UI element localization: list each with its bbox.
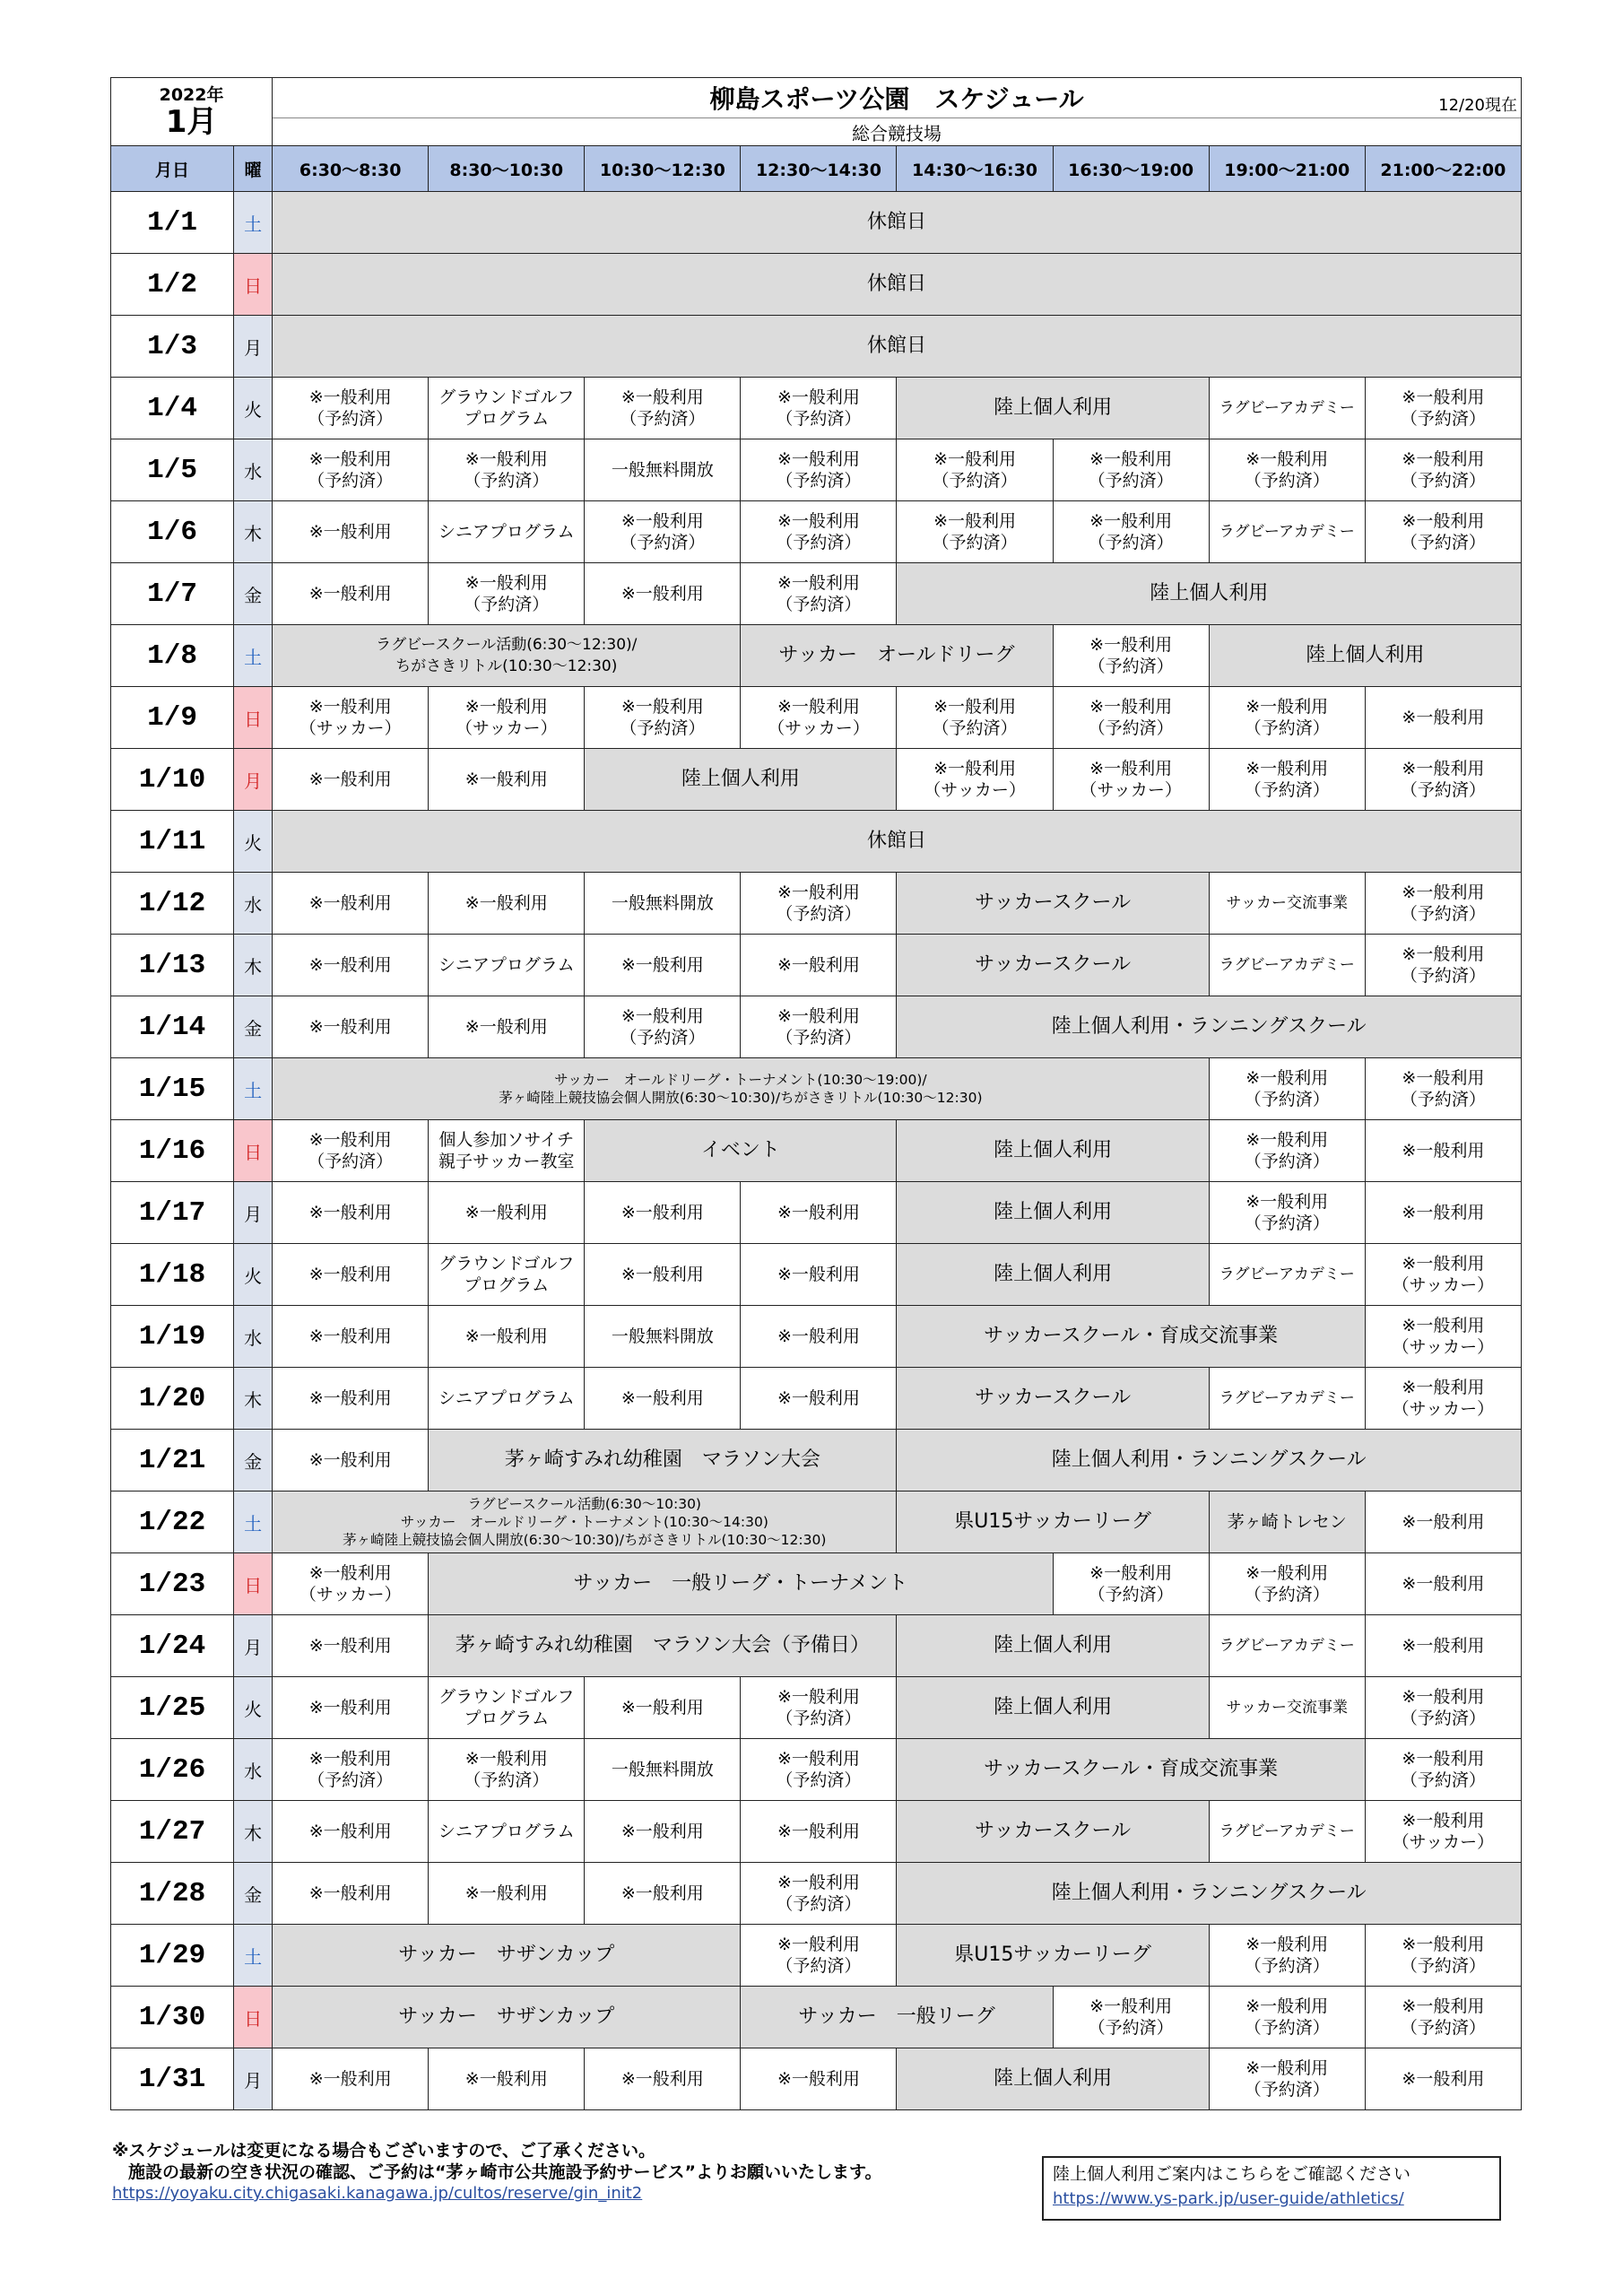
schedule-cell: サッカースクール [897, 1368, 1209, 1430]
schedule-cell: ラグビースクール活動(6:30～10:30) サッカー オールドリーグ・トーナメント(10:30～14:30) 茅ヶ崎陸上競技協会個人開放(6:30～10:30)/ちがさきリトル(10:30～12:30) [273, 1492, 897, 1553]
footer-note-1: ※スケジュールは変更になる場合もございますので、ご了承ください。 [112, 2141, 655, 2161]
schedule-cell: サッカー交流事業 [1209, 873, 1365, 935]
date-cell: 1/30 [111, 1987, 234, 2048]
day-of-week-cell: 木 [234, 935, 273, 996]
day-of-week-cell: 火 [234, 811, 273, 873]
schedule-cell: ※一般利用 （サッカー） [1365, 1244, 1521, 1306]
schedule-cell: ※一般利用 （予約済） [1209, 439, 1365, 501]
athletics-info-link[interactable]: https://www.ys-park.jp/user-guide/athletics/ [1053, 2189, 1404, 2208]
date-cell: 1/11 [111, 811, 234, 873]
schedule-cell: グラウンドゴルフ プログラム [429, 378, 585, 439]
date-cell: 1/2 [111, 254, 234, 316]
schedule-cell: 休館日 [273, 254, 1522, 316]
schedule-cell: ※一般利用 （予約済） [897, 687, 1053, 749]
day-of-week-cell: 月 [234, 749, 273, 811]
schedule-cell: サッカー 一般リーグ・トーナメント [429, 1553, 1053, 1615]
schedule-cell: ラグビーアカデミー [1209, 1801, 1365, 1863]
schedule-cell: ※一般利用 （予約済） [741, 1925, 897, 1987]
column-header-row [111, 146, 1522, 192]
date-cell: 1/9 [111, 687, 234, 749]
day-of-week-cell: 火 [234, 378, 273, 439]
schedule-cell: ※一般利用 （予約済） [741, 439, 897, 501]
schedule-cell: ※一般利用 [429, 996, 585, 1058]
schedule-cell: ラグビーアカデミー [1209, 1368, 1365, 1430]
schedule-cell: サッカー交流事業 [1209, 1677, 1365, 1739]
page-title-cell [273, 78, 1522, 118]
schedule-cell: ※一般利用 （予約済） [1053, 501, 1209, 563]
schedule-cell: ※一般利用 [585, 1244, 741, 1306]
schedule-cell: ※一般利用 （サッカー） [741, 687, 897, 749]
schedule-cell: 茅ヶ崎すみれ幼稚園 マラソン大会 [429, 1430, 897, 1492]
schedule-cell: サッカースクール [897, 1801, 1209, 1863]
schedule-cell: ※一般利用 （予約済） [741, 1863, 897, 1925]
schedule-cell: ※一般利用 （予約済） [1209, 749, 1365, 811]
schedule-cell: ※一般利用 （予約済） [741, 1739, 897, 1801]
date-cell: 1/28 [111, 1863, 234, 1925]
date-cell: 1/12 [111, 873, 234, 935]
schedule-cell: サッカー サザンカップ [273, 1987, 741, 2048]
time-slot-header: 6:30～8:30 [273, 146, 429, 192]
schedule-cell: ※一般利用 （予約済） [741, 996, 897, 1058]
schedule-cell: ※一般利用 [273, 1863, 429, 1925]
day-of-week-cell: 水 [234, 1739, 273, 1801]
schedule-cell: ※一般利用 [273, 996, 429, 1058]
schedule-row [111, 1306, 1522, 1368]
schedule-cell: ※一般利用 [273, 1677, 429, 1739]
schedule-cell: ※一般利用 （サッカー） [273, 687, 429, 749]
date-cell: 1/15 [111, 1058, 234, 1120]
day-of-week-cell: 水 [234, 873, 273, 935]
date-cell: 1/6 [111, 501, 234, 563]
schedule-cell: 陸上個人利用 [897, 1244, 1209, 1306]
schedule-cell: ※一般利用 （予約済） [1365, 439, 1521, 501]
schedule-cell: 一般無料開放 [585, 439, 741, 501]
schedule-cell: グラウンドゴルフ プログラム [429, 1244, 585, 1306]
time-slot-header: 12:30～14:30 [741, 146, 897, 192]
schedule-row [111, 501, 1522, 563]
schedule-cell: ※一般利用 （サッカー） [1365, 1801, 1521, 1863]
title-row [111, 78, 1522, 118]
as-of-date: 12/20現在 [1438, 96, 1517, 115]
date-cell: 1/29 [111, 1925, 234, 1987]
schedule-row [111, 439, 1522, 501]
schedule-cell: サッカースクール [897, 873, 1209, 935]
dow-column-header: 曜 [234, 146, 273, 192]
schedule-cell: ※一般利用 [741, 1306, 897, 1368]
schedule-cell: シニアプログラム [429, 935, 585, 996]
schedule-cell: ※一般利用 [273, 1368, 429, 1430]
schedule-cell: ※一般利用 （予約済） [1365, 1677, 1521, 1739]
schedule-cell: ※一般利用 [429, 1306, 585, 1368]
schedule-cell: ※一般利用 [585, 1182, 741, 1244]
schedule-cell: ※一般利用 [585, 1863, 741, 1925]
schedule-cell: ※一般利用 （予約済） [1209, 1553, 1365, 1615]
schedule-cell: ※一般利用 [741, 1368, 897, 1430]
schedule-cell: 陸上個人利用 [897, 378, 1209, 439]
schedule-cell: 陸上個人利用 [897, 1615, 1209, 1677]
schedule-cell: ※一般利用 （予約済） [741, 873, 897, 935]
schedule-row [111, 1925, 1522, 1987]
date-cell: 1/23 [111, 1553, 234, 1615]
schedule-cell: ※一般利用 [741, 1244, 897, 1306]
schedule-cell: ※一般利用 （予約済） [1053, 625, 1209, 687]
day-of-week-cell: 木 [234, 1801, 273, 1863]
schedule-cell: ※一般利用 [273, 2048, 429, 2110]
facility-name: 総合競技場 [273, 118, 1522, 146]
day-of-week-cell: 金 [234, 996, 273, 1058]
schedule-cell: ※一般利用 （予約済） [1053, 687, 1209, 749]
schedule-row [111, 1244, 1522, 1306]
schedule-cell: サッカー オールドリーグ・トーナメント(10:30～19:00)/ 茅ヶ崎陸上競技協会個人開放(6:30～10:30)/ちがさきリトル(10:30～12:30) [273, 1058, 1210, 1120]
day-of-week-cell: 土 [234, 1925, 273, 1987]
schedule-row [111, 1058, 1522, 1120]
athletics-info-text: 陸上個人利用ご案内はこちらをご確認ください [1053, 2164, 1411, 2184]
schedule-row [111, 1430, 1522, 1492]
schedule-cell: ※一般利用 （予約済） [741, 378, 897, 439]
schedule-cell: 陸上個人利用・ランニングスクール [897, 1863, 1522, 1925]
schedule-cell: ※一般利用 [273, 501, 429, 563]
schedule-cell: ※一般利用 （予約済） [585, 687, 741, 749]
schedule-row [111, 1801, 1522, 1863]
schedule-cell: ※一般利用 [273, 873, 429, 935]
schedule-row [111, 625, 1522, 687]
schedule-cell: ※一般利用 [273, 1182, 429, 1244]
schedule-cell: ※一般利用 [273, 1430, 429, 1492]
date-cell: 1/16 [111, 1120, 234, 1182]
day-of-week-cell: 木 [234, 1368, 273, 1430]
schedule-cell: ラグビーアカデミー [1209, 935, 1365, 996]
schedule-cell: ※一般利用 （予約済） [1209, 687, 1365, 749]
schedule-cell: ※一般利用 [741, 935, 897, 996]
schedule-cell: ※一般利用 （予約済） [1053, 1987, 1209, 2048]
schedule-cell: ※一般利用 [585, 1368, 741, 1430]
schedule-cell: 陸上個人利用 [1209, 625, 1521, 687]
time-slot-header: 19:00～21:00 [1209, 146, 1365, 192]
schedule-cell: ※一般利用 （予約済） [585, 501, 741, 563]
schedule-row [111, 563, 1522, 625]
schedule-cell: ※一般利用 （サッカー） [1365, 1368, 1521, 1430]
schedule-cell: グラウンドゴルフ プログラム [429, 1677, 585, 1739]
schedule-cell: ラグビーアカデミー [1209, 501, 1365, 563]
date-cell: 1/25 [111, 1677, 234, 1739]
schedule-row [111, 316, 1522, 378]
schedule-cell: ラグビーアカデミー [1209, 1244, 1365, 1306]
schedule-cell: 休館日 [273, 316, 1522, 378]
schedule-cell: 県U15サッカーリーグ [897, 1492, 1209, 1553]
schedule-table [110, 77, 1522, 2110]
day-of-week-cell: 日 [234, 1553, 273, 1615]
schedule-row [111, 192, 1522, 254]
day-of-week-cell: 月 [234, 316, 273, 378]
date-cell: 1/7 [111, 563, 234, 625]
schedule-cell: ※一般利用 （予約済） [585, 378, 741, 439]
schedule-cell: ※一般利用 [429, 749, 585, 811]
date-cell: 1/26 [111, 1739, 234, 1801]
schedule-row [111, 254, 1522, 316]
schedule-cell: シニアプログラム [429, 501, 585, 563]
schedule-cell: ※一般利用 [1365, 1615, 1521, 1677]
schedule-cell: 陸上個人利用・ランニングスクール [897, 996, 1522, 1058]
schedule-cell: 陸上個人利用 [897, 1677, 1209, 1739]
schedule-cell: ※一般利用 [429, 873, 585, 935]
schedule-cell: 個人参加ソサイチ 親子サッカー教室 [429, 1120, 585, 1182]
schedule-cell: ラグビーアカデミー [1209, 378, 1365, 439]
schedule-cell: ※一般利用 （サッカー） [1365, 1306, 1521, 1368]
schedule-cell: ※一般利用 （予約済） [897, 501, 1053, 563]
schedule-cell: ※一般利用 [585, 2048, 741, 2110]
schedule-cell: ※一般利用 （予約済） [585, 996, 741, 1058]
time-slot-header: 14:30～16:30 [897, 146, 1053, 192]
date-cell: 1/4 [111, 378, 234, 439]
schedule-cell: ※一般利用 （予約済） [1209, 1987, 1365, 2048]
schedule-row [111, 1615, 1522, 1677]
page-title: 柳島スポーツ公園 スケジュール [709, 84, 1084, 114]
schedule-cell: ※一般利用 （予約済） [1209, 2048, 1365, 2110]
schedule-cell: ラグビーアカデミー [1209, 1615, 1365, 1677]
schedule-cell: ※一般利用 [741, 1801, 897, 1863]
time-slot-header: 21:00～22:00 [1365, 146, 1521, 192]
schedule-row [111, 687, 1522, 749]
schedule-cell: ※一般利用 [585, 935, 741, 996]
schedule-cell: ※一般利用 （予約済） [1365, 935, 1521, 996]
schedule-cell: 休館日 [273, 192, 1522, 254]
schedule-cell: ※一般利用 [273, 1615, 429, 1677]
schedule-cell: ※一般利用 （予約済） [429, 1739, 585, 1801]
schedule-cell: ※一般利用 [741, 1182, 897, 1244]
schedule-cell: サッカー オールドリーグ [741, 625, 1053, 687]
schedule-cell: 陸上個人利用 [897, 1182, 1209, 1244]
schedule-cell: ※一般利用 [273, 1306, 429, 1368]
date-cell: 1/31 [111, 2048, 234, 2110]
schedule-cell: 一般無料開放 [585, 1306, 741, 1368]
schedule-cell: 陸上個人利用 [585, 749, 897, 811]
day-of-week-cell: 金 [234, 1430, 273, 1492]
schedule-cell: ※一般利用 （予約済） [1365, 1925, 1521, 1987]
schedule-row [111, 811, 1522, 873]
month-cell [111, 78, 273, 146]
day-of-week-cell: 土 [234, 192, 273, 254]
date-cell: 1/8 [111, 625, 234, 687]
schedule-cell: 一般無料開放 [585, 873, 741, 935]
schedule-cell: ※一般利用 [273, 935, 429, 996]
schedule-cell: ※一般利用 [1365, 1120, 1521, 1182]
day-of-week-cell: 金 [234, 1863, 273, 1925]
schedule-row [111, 1987, 1522, 2048]
schedule-row [111, 935, 1522, 996]
schedule-cell: シニアプログラム [429, 1368, 585, 1430]
date-column-header: 月日 [111, 146, 234, 192]
schedule-cell: ※一般利用 （予約済） [1209, 1925, 1365, 1987]
schedule-cell: イベント [585, 1120, 897, 1182]
reservation-link[interactable]: https://yoyaku.city.chigasaki.kanagawa.jp/cultos/reserve/gin_init2 [112, 2184, 643, 2203]
schedule-cell: ※一般利用 （サッカー） [897, 749, 1053, 811]
schedule-cell: ※一般利用 [429, 1182, 585, 1244]
day-of-week-cell: 日 [234, 687, 273, 749]
schedule-cell: 陸上個人利用 [897, 1120, 1209, 1182]
schedule-cell: ※一般利用 [429, 1863, 585, 1925]
day-of-week-cell: 火 [234, 1677, 273, 1739]
schedule-cell: ※一般利用 （予約済） [1365, 749, 1521, 811]
schedule-cell: ※一般利用 [429, 2048, 585, 2110]
date-cell: 1/13 [111, 935, 234, 996]
date-cell: 1/18 [111, 1244, 234, 1306]
schedule-row [111, 1553, 1522, 1615]
schedule-cell: サッカースクール・育成交流事業 [897, 1739, 1365, 1801]
athletics-info-box [1042, 2156, 1501, 2221]
schedule-cell: ※一般利用 [273, 1244, 429, 1306]
schedule-cell: ※一般利用 （予約済） [1209, 1058, 1365, 1120]
day-of-week-cell: 金 [234, 563, 273, 625]
schedule-cell: ※一般利用 [1365, 1553, 1521, 1615]
schedule-row [111, 1739, 1522, 1801]
day-of-week-cell: 土 [234, 1058, 273, 1120]
date-cell: 1/19 [111, 1306, 234, 1368]
schedule-cell: ※一般利用 （予約済） [1365, 1987, 1521, 2048]
date-cell: 1/5 [111, 439, 234, 501]
schedule-cell: ※一般利用 （予約済） [429, 439, 585, 501]
day-of-week-cell: 火 [234, 1244, 273, 1306]
day-of-week-cell: 土 [234, 1492, 273, 1553]
schedule-row [111, 749, 1522, 811]
day-of-week-cell: 土 [234, 625, 273, 687]
schedule-cell: 県U15サッカーリーグ [897, 1925, 1209, 1987]
schedule-cell: ※一般利用 （予約済） [273, 378, 429, 439]
date-cell: 1/27 [111, 1801, 234, 1863]
schedule-cell: 茅ヶ崎すみれ幼稚園 マラソン大会（予備日） [429, 1615, 897, 1677]
schedule-cell: ※一般利用 [273, 749, 429, 811]
date-cell: 1/22 [111, 1492, 234, 1553]
day-of-week-cell: 日 [234, 254, 273, 316]
date-cell: 1/24 [111, 1615, 234, 1677]
schedule-cell: ※一般利用 [273, 563, 429, 625]
schedule-cell: サッカー サザンカップ [273, 1925, 741, 1987]
schedule-cell: ※一般利用 [273, 1801, 429, 1863]
date-cell: 1/20 [111, 1368, 234, 1430]
schedule-row [111, 378, 1522, 439]
schedule-row [111, 873, 1522, 935]
schedule-cell: ※一般利用 （サッカー） [1053, 749, 1209, 811]
schedule-cell: ※一般利用 （予約済） [1209, 1120, 1365, 1182]
schedule-row [111, 1677, 1522, 1739]
day-of-week-cell: 木 [234, 501, 273, 563]
facility-row [111, 118, 1522, 146]
footer-note-2: 施設の最新の空き状況の確認、ご予約は“茅ヶ崎市公共施設予約サービス”よりお願いいたします。 [128, 2162, 882, 2182]
schedule-cell: ※一般利用 [1365, 2048, 1521, 2110]
time-slot-header: 8:30～10:30 [429, 146, 585, 192]
schedule-cell: ※一般利用 （予約済） [741, 563, 897, 625]
time-slot-header: 10:30～12:30 [585, 146, 741, 192]
schedule-cell: ※一般利用 （予約済） [429, 563, 585, 625]
schedule-cell: サッカー 一般リーグ [741, 1987, 1053, 2048]
schedule-cell: ※一般利用 （サッカー） [273, 1553, 429, 1615]
schedule-cell: ※一般利用 [1365, 1182, 1521, 1244]
schedule-cell: ラグビースクール活動(6:30～12:30)/ ちがさきリトル(10:30～12:30) [273, 625, 741, 687]
schedule-cell: ※一般利用 （予約済） [1209, 1182, 1365, 1244]
schedule-cell: ※一般利用 （予約済） [1365, 501, 1521, 563]
schedule-cell: ※一般利用 （予約済） [273, 439, 429, 501]
schedule-cell: ※一般利用 （予約済） [273, 1739, 429, 1801]
day-of-week-cell: 月 [234, 1182, 273, 1244]
schedule-cell: ※一般利用 [741, 2048, 897, 2110]
schedule-cell: ※一般利用 （予約済） [741, 501, 897, 563]
date-cell: 1/21 [111, 1430, 234, 1492]
schedule-cell: ※一般利用 [1365, 1492, 1521, 1553]
schedule-cell: 陸上個人利用・ランニングスクール [897, 1430, 1522, 1492]
footer-notes [112, 2140, 1009, 2205]
date-cell: 1/3 [111, 316, 234, 378]
schedule-cell: サッカースクール・育成交流事業 [897, 1306, 1365, 1368]
schedule-cell: ※一般利用 （予約済） [1053, 439, 1209, 501]
schedule-cell: サッカースクール [897, 935, 1209, 996]
schedule-cell: 陸上個人利用 [897, 2048, 1209, 2110]
schedule-cell: ※一般利用 （予約済） [1365, 1058, 1521, 1120]
schedule-cell: 茅ヶ崎トレセン [1209, 1492, 1365, 1553]
schedule-cell: ※一般利用 （予約済） [897, 439, 1053, 501]
day-of-week-cell: 日 [234, 1987, 273, 2048]
year-label: 2022年 [159, 84, 224, 105]
date-cell: 1/14 [111, 996, 234, 1058]
date-cell: 1/10 [111, 749, 234, 811]
schedule-cell: 陸上個人利用 [897, 563, 1522, 625]
schedule-cell: ※一般利用 （予約済） [1365, 873, 1521, 935]
day-of-week-cell: 月 [234, 1615, 273, 1677]
schedule-row [111, 996, 1522, 1058]
schedule-cell: シニアプログラム [429, 1801, 585, 1863]
schedule-row [111, 1368, 1522, 1430]
schedule-row [111, 1492, 1522, 1553]
schedule-cell: ※一般利用 （予約済） [1365, 378, 1521, 439]
date-cell: 1/1 [111, 192, 234, 254]
schedule-cell: 休館日 [273, 811, 1522, 873]
schedule-cell: ※一般利用 [585, 563, 741, 625]
schedule-cell: 一般無料開放 [585, 1739, 741, 1801]
schedule-row [111, 1120, 1522, 1182]
day-of-week-cell: 日 [234, 1120, 273, 1182]
time-slot-header: 16:30～19:00 [1053, 146, 1209, 192]
schedule-cell: ※一般利用 （予約済） [1053, 1553, 1209, 1615]
schedule-cell: ※一般利用 （予約済） [273, 1120, 429, 1182]
schedule-cell: ※一般利用 [1365, 687, 1521, 749]
month-label: 1月 [165, 103, 218, 140]
day-of-week-cell: 水 [234, 439, 273, 501]
schedule-row [111, 2048, 1522, 2110]
schedule-cell: ※一般利用 （予約済） [1365, 1739, 1521, 1801]
day-of-week-cell: 水 [234, 1306, 273, 1368]
schedule-row [111, 1863, 1522, 1925]
schedule-cell: ※一般利用 [585, 1801, 741, 1863]
schedule-cell: ※一般利用 [585, 1677, 741, 1739]
schedule-row [111, 1182, 1522, 1244]
date-cell: 1/17 [111, 1182, 234, 1244]
day-of-week-cell: 月 [234, 2048, 273, 2110]
schedule-cell: ※一般利用 （サッカー） [429, 687, 585, 749]
schedule-cell: ※一般利用 （予約済） [741, 1677, 897, 1739]
